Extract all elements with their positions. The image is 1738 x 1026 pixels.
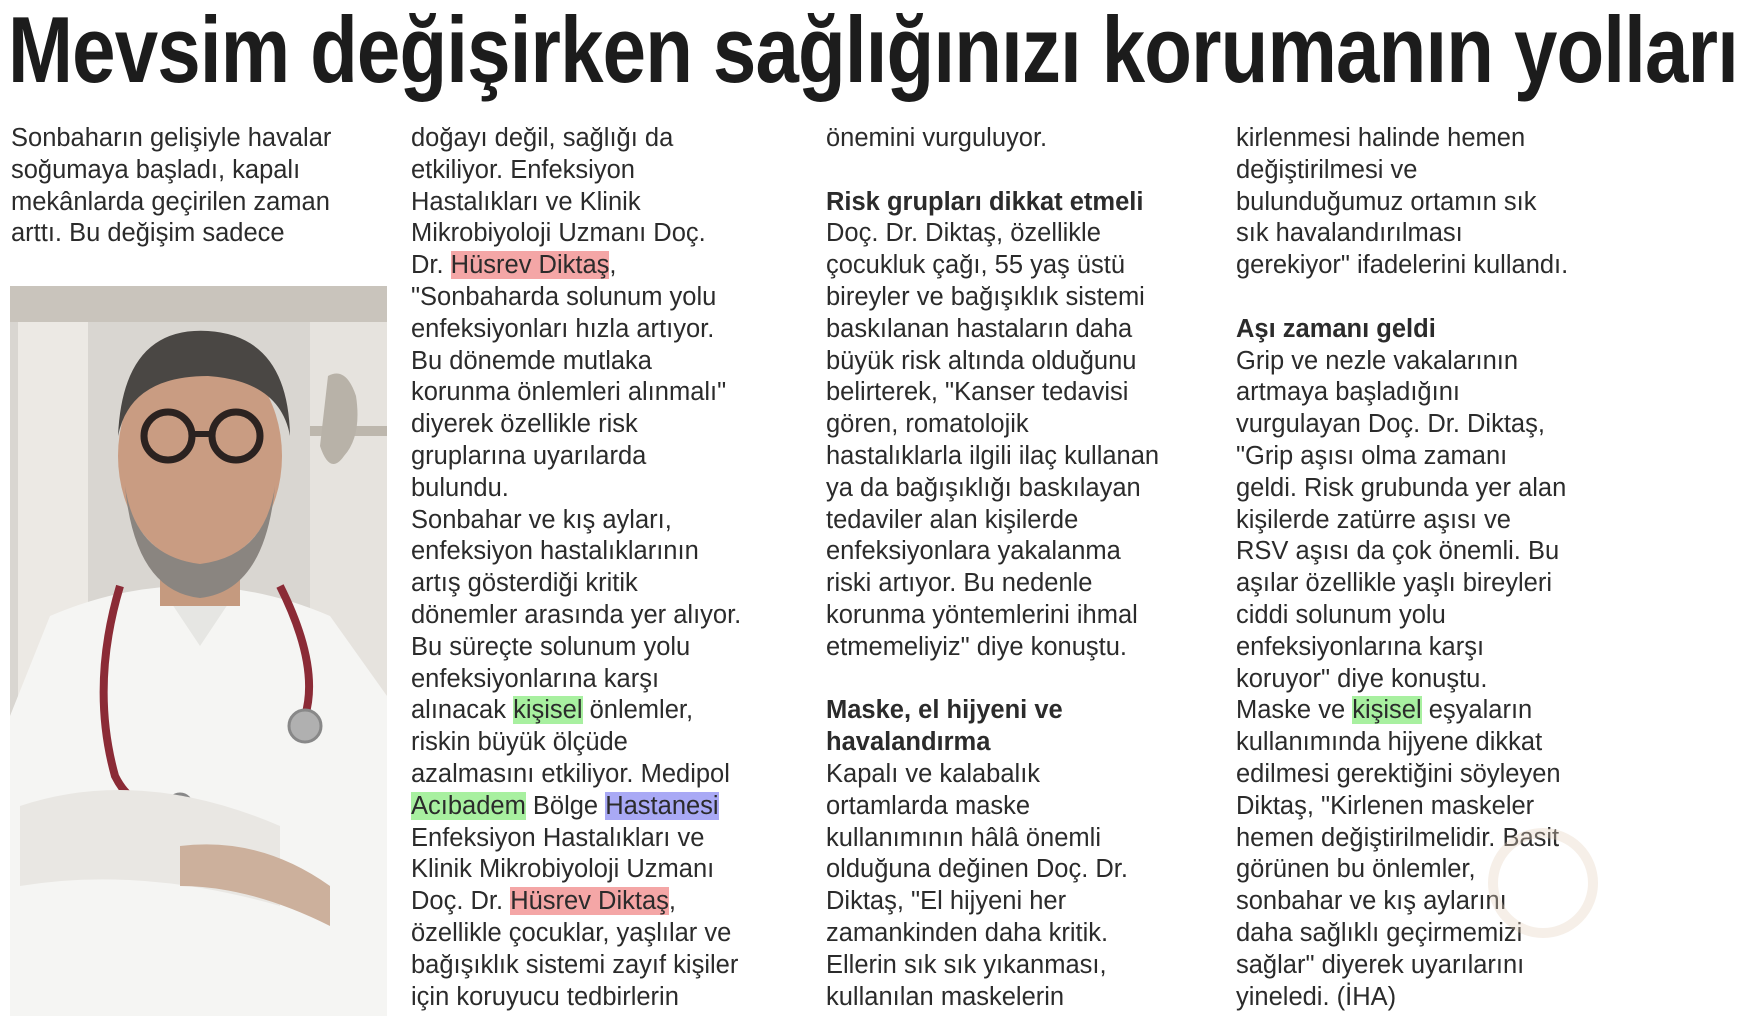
column-2: [411, 123, 811, 1013]
col4-line: edilmesi gerektiğini söyleyen: [1236, 759, 1561, 788]
col1-line: soğumaya başladı, kapalı: [11, 155, 301, 184]
col2-line: gruplarına uyarılarda: [411, 441, 647, 470]
col3-line: Ellerin sık sık yıkanması,: [826, 950, 1107, 979]
col2-line: Mikrobiyoloji Uzmanı Doç.: [411, 219, 706, 248]
col2-line: bağışıklık sistemi zayıf kişiler: [411, 950, 739, 979]
col2-line: özellikle çocuklar, yaşlılar ve: [411, 918, 732, 947]
col3-line: zamankinden daha kritik.: [826, 918, 1109, 947]
column-3: [826, 123, 1226, 1013]
col4-line: kirlenmesi halinde hemen: [1236, 124, 1526, 152]
col2-text: Bölge: [525, 791, 606, 820]
col2-line: [411, 791, 811, 823]
col2-line: Bu süreçte solunum yolu: [411, 632, 691, 661]
subheading-vaccine-time: Aşı zamanı geldi: [1236, 314, 1436, 343]
highlight-keyword: kişisel: [513, 696, 583, 725]
column-1: [11, 123, 381, 250]
col3-line: ya da bağışıklığı baskılayan: [826, 473, 1141, 502]
col4-line: bulunduğumuz ortamın sık: [1236, 187, 1537, 216]
col3-line: önemini vurguluyor.: [826, 124, 1048, 152]
col3-line: korunma yöntemlerini ihmal: [826, 600, 1138, 629]
faint-stamp-mark: [1488, 828, 1598, 938]
col3-line: büyük risk altında olduğunu: [826, 346, 1137, 375]
col2-line: Bu dönemde mutlaka: [411, 346, 652, 375]
col4-line: görünen bu önlemler,: [1236, 855, 1476, 884]
col4-line: enfeksiyonlarına karşı: [1236, 632, 1485, 661]
col2-line: korunma önlemleri alınmalı": [411, 378, 727, 407]
col3-line: Diktaş, "El hijyeni her: [826, 887, 1067, 916]
col4-line: Diktaş, "Kirlenen maskeler: [1236, 791, 1535, 820]
col4-line: aşılar özellikle yaşlı bireyleri: [1236, 569, 1553, 598]
col3-line: çocukluk çağı, 55 yaş üstü: [826, 251, 1126, 280]
col2-line: doğayı değil, sağlığı da: [411, 124, 674, 152]
col4-line: gerekiyor" ifadelerini kullandı.: [1236, 251, 1569, 280]
col4-text: Maske ve: [1236, 696, 1353, 725]
col2-line: etkiliyor. Enfeksiyon: [411, 155, 635, 184]
highlight-org: Hastanesi: [605, 791, 719, 820]
col3-line: enfeksiyonlara yakalanma: [826, 537, 1121, 566]
col4-line: geldi. Risk grubunda yer alan: [1236, 473, 1567, 502]
col2-text: Doç. Dr.: [411, 887, 511, 916]
col4-line: vurgulayan Doç. Dr. Diktaş,: [1236, 410, 1545, 439]
col2-line: riskin büyük ölçüde: [411, 728, 628, 757]
highlight-keyword: kişisel: [1352, 696, 1422, 725]
col4-line: "Grip aşısı olma zamanı: [1236, 441, 1508, 470]
paragraph-gap: [826, 155, 1226, 187]
col3-line: belirterek, "Kanser tedavisi: [826, 378, 1129, 407]
col4-line: sık havalandırılması: [1236, 219, 1463, 248]
subheading-risk-groups: Risk grupları dikkat etmeli: [826, 187, 1144, 216]
paragraph-gap: [1236, 282, 1621, 314]
col2-line: diyerek özellikle risk: [411, 410, 638, 439]
col3-line: etmemeliyiz" diye konuştu.: [826, 632, 1128, 661]
col3-line: Kapalı ve kalabalık: [826, 759, 1041, 788]
col4-line: kişilerde zatürre aşısı ve: [1236, 505, 1511, 534]
col3-line: kullanılan maskelerin: [826, 982, 1065, 1011]
col4-line: [1236, 695, 1621, 727]
col3-line: olduğuna değinen Doç. Dr.: [826, 855, 1128, 884]
col2-line: "Sonbaharda solunum yolu: [411, 282, 717, 311]
col2-line: Sonbahar ve kış ayları,: [411, 505, 672, 534]
col3-line: riski artıyor. Bu nedenle: [826, 569, 1093, 598]
col2-text: alınacak: [411, 696, 514, 725]
col1-line: mekânlarda geçirilen zaman: [11, 187, 330, 216]
col2-line: Hastalıkları ve Klinik: [411, 187, 641, 216]
doctor-photo-illustration: [10, 286, 387, 1016]
headline: Mevsim değişirken sağlığınızı korumanın yolları: [8, 0, 1738, 102]
col2-line: [411, 695, 811, 727]
paragraph-gap: [826, 664, 1226, 696]
col3-line: kullanımının hâlâ önemli: [826, 823, 1101, 852]
col2-line: [411, 250, 811, 282]
col4-line: Grip ve nezle vakalarının: [1236, 346, 1519, 375]
col1-line: Sonbaharın gelişiyle havalar: [11, 124, 332, 152]
col3-line: bireyler ve bağışıklık sistemi: [826, 282, 1145, 311]
col4-line: değiştirilmesi ve: [1236, 155, 1418, 184]
col4-line: sağlar" diyerek uyarılarını: [1236, 950, 1525, 979]
col2-text: ,: [609, 251, 617, 280]
col2-line: enfeksiyonlarına karşı: [411, 664, 660, 693]
col3-line: Doç. Dr. Diktaş, özellikle: [826, 219, 1101, 248]
col4-line: sonbahar ve kış aylarını: [1236, 887, 1507, 916]
col2-line: [411, 886, 811, 918]
col3-line: baskılanan hastaların daha: [826, 314, 1133, 343]
subheading-mask-hygiene: Maske, el hijyeni ve: [826, 696, 1063, 725]
col2-line: dönemler arasında yer alıyor.: [411, 600, 742, 629]
col2-text: Dr.: [411, 251, 451, 280]
col2-line: için koruyucu tedbirlerin: [411, 982, 679, 1011]
highlight-name: Hüsrev Diktaş: [510, 887, 669, 916]
col4-line: yineledi. (İHA): [1236, 982, 1397, 1011]
col2-text: önlemler,: [582, 696, 694, 725]
col4-line: kullanımında hijyene dikkat: [1236, 728, 1543, 757]
col2-line: bulundu.: [411, 473, 509, 502]
highlight-name: Hüsrev Diktaş: [450, 251, 610, 280]
col4-line: daha sağlıklı geçirmemizi: [1236, 918, 1523, 947]
col4-line: artmaya başladığını: [1236, 378, 1460, 407]
col3-line: ortamlarda maske: [826, 791, 1031, 820]
col1-line: arttı. Bu değişim sadece: [11, 219, 285, 248]
col2-line: enfeksiyonları hızla artıyor.: [411, 314, 715, 343]
col2-line: azalmasını etkiliyor. Medipol: [411, 759, 730, 788]
col4-text: eşyaların: [1421, 696, 1533, 725]
col2-line: Klinik Mikrobiyoloji Uzmanı: [411, 855, 715, 884]
col2-text: ,: [668, 887, 676, 916]
col4-line: RSV aşısı da çok önemli. Bu: [1236, 537, 1560, 566]
col3-line: tedaviler alan kişilerde: [826, 505, 1079, 534]
col2-line: artış gösterdiği kritik: [411, 569, 638, 598]
highlight-keyword: Acıbadem: [411, 791, 526, 820]
subheading-mask-hygiene: havalandırma: [826, 728, 991, 757]
col4-line: ciddi solunum yolu: [1236, 600, 1446, 629]
col2-line: Enfeksiyon Hastalıkları ve: [411, 823, 705, 852]
col2-line: enfeksiyon hastalıklarının: [411, 537, 699, 566]
col3-line: gören, romatolojik: [826, 410, 1029, 439]
doctor-photo: [10, 286, 387, 1016]
col4-line: koruyor" diye konuştu.: [1236, 664, 1488, 693]
col3-line: hastalıklarla ilgili ilaç kullanan: [826, 441, 1160, 470]
col4-line: hemen değiştirilmelidir. Basit: [1236, 823, 1560, 852]
